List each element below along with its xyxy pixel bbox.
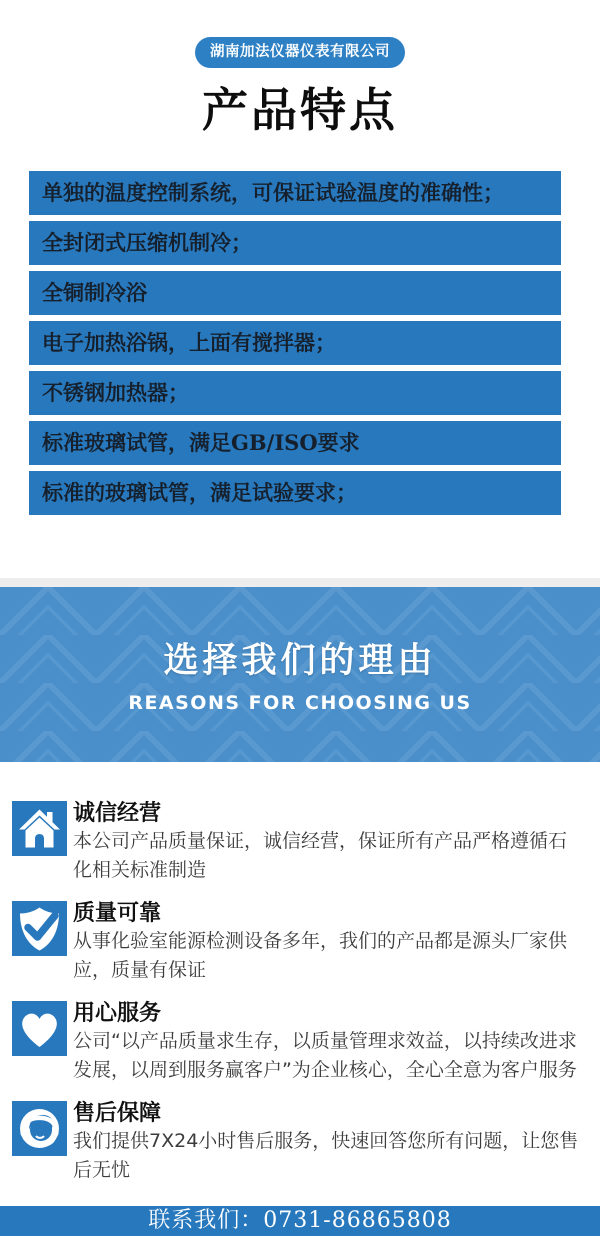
feature-bar: 全铜制冷浴 xyxy=(29,271,561,315)
divider xyxy=(0,578,600,587)
reason-title: 诚信经营 xyxy=(73,801,162,826)
reasons-banner xyxy=(0,587,600,762)
feature-bar: 标准的玻璃试管，满足试验要求； xyxy=(29,471,561,515)
reason-text: 我们提供7X24小时售后服务，快速回答您所有问题，让您售后无忧 xyxy=(73,1130,579,1181)
reason-title: 售后保障 xyxy=(73,1101,162,1126)
reason-text: 本公司产品质量保证，诚信经营，保证所有产品严格遵循石化相关标准制造 xyxy=(73,830,568,881)
reason-text: 从事化验室能源检测设备多年，我们的产品都是源头厂家供应，质量有保证 xyxy=(73,930,568,981)
feature-bar: 标准玻璃试管，满足GB/ISO要求 xyxy=(29,421,561,465)
shield-check-icon xyxy=(12,900,67,957)
reason-item-quality xyxy=(12,900,600,984)
headset-icon xyxy=(12,1100,67,1157)
feature-bar: 不锈钢加热器； xyxy=(29,371,561,415)
house-icon xyxy=(12,800,67,857)
feature-list xyxy=(29,171,571,515)
page-title: 产品特点 xyxy=(202,83,398,137)
banner-title: 选择我们的理由 xyxy=(163,640,437,681)
banner-subtitle: REASONS FOR CHOOSING US xyxy=(128,692,472,714)
reason-item-integrity xyxy=(12,800,600,884)
reason-item-aftersales xyxy=(12,1100,600,1184)
feature-bar: 单独的温度控制系统，可保证试验温度的准确性； xyxy=(29,171,561,215)
heart-icon xyxy=(12,1000,67,1057)
reason-text: 公司“以产品质量求生存，以质量管理求效益，以持续改进求发展，以周到服务赢客户”为企业核心，全心全意为客户服务 xyxy=(73,1030,577,1081)
company-badge: 湖南加法仪器仪表有限公司 xyxy=(195,37,405,68)
reason-title: 质量可靠 xyxy=(73,901,162,926)
reason-list xyxy=(0,762,600,1184)
reason-title: 用心服务 xyxy=(73,1001,162,1026)
contact-bar[interactable]: 联系我们：0731-86865808 xyxy=(0,1206,600,1236)
feature-bar: 电子加热浴锅，上面有搅拌器； xyxy=(29,321,561,365)
feature-bar: 全封闭式压缩机制冷； xyxy=(29,221,561,265)
reason-item-service xyxy=(12,1000,600,1084)
